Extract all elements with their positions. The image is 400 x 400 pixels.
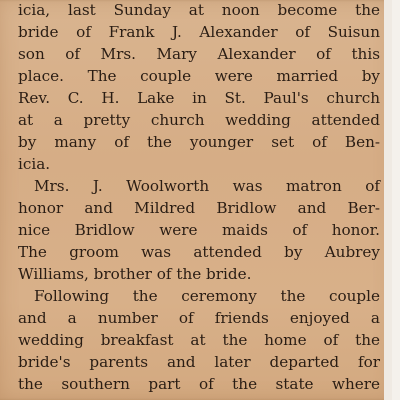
article-line: place. The couple were married by [18,67,380,85]
article-line: Following the ceremony the couple [34,287,380,305]
article-line: Williams, brother of the bride. [18,265,252,283]
article-line: icia, last Sunday at noon become the [18,1,380,19]
article-line: honor and Mildred Bridlow and Ber- [18,199,380,217]
article-line: at a pretty church wedding attended [18,111,380,129]
article-line: and a number of friends enjoyed a [18,309,380,327]
article-line: The groom was attended by Aubrey [18,243,380,261]
article-line: Rev. C. H. Lake in St. Paul's church [18,89,380,107]
article-line: bride of Frank J. Alexander of Suisun [18,23,380,41]
article-line: son of Mrs. Mary Alexander of this [18,45,380,63]
article-body [18,0,380,395]
article-line: bride's parents and later departed for [18,353,380,371]
article-line: nice Bridlow were maids of honor. [18,221,380,239]
article-line: icia. [18,155,51,173]
torn-edge [384,0,392,400]
article-line: the southern part of the state where [18,375,380,393]
article-line: wedding breakfast at the home of the [18,331,380,349]
article-line: by many of the younger set of Ben- [18,133,380,151]
article-line: Mrs. J. Woolworth was matron of [34,177,380,195]
